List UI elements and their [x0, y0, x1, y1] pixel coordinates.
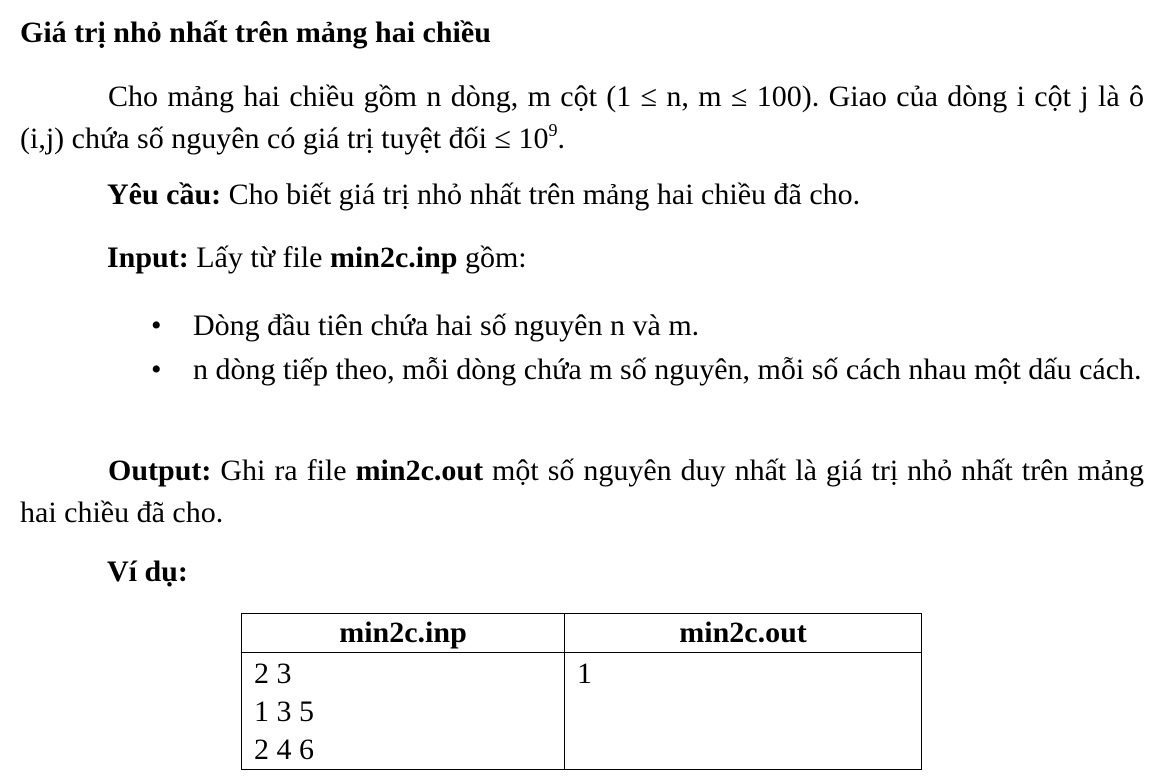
list-item: • n dòng tiếp theo, mỗi dòng chứa m số nguyên, mỗi số cách nhau một dấu cách. [193, 349, 1144, 391]
output-paragraph [20, 450, 1144, 534]
intro-end: . [557, 122, 565, 155]
output-label: Output: [108, 454, 212, 487]
intro-text: Cho mảng hai chiều gồm n dòng, m cột (1 ≤ n, m ≤ 100). Giao của dòng i cột j là ô (i,j) chứa số nguyên có giá trị tuyệt đối ≤ 10 [20, 80, 1144, 155]
requirement-label: Yêu cầu: [107, 178, 222, 211]
table-header-row [242, 614, 922, 653]
input-text-before: Lấy từ file [188, 241, 330, 274]
problem-title: Giá trị nhỏ nhất trên mảng hai chiều [20, 16, 491, 49]
example-table [241, 613, 922, 770]
requirement-line [107, 180, 860, 210]
list-item: • Dòng đầu tiên chứa hai số nguyên n và m. [193, 305, 1144, 347]
output-line-1: 1 [577, 657, 592, 690]
table-cell-input [242, 653, 565, 770]
input-filename: min2c.inp [329, 241, 458, 274]
output-text-after: một số nguyên duy nhất là giá trị nhỏ nhất trên mảng hai chiều đã cho. [20, 454, 1145, 529]
example-label: Ví dụ: [107, 555, 188, 588]
input-line-1: 2 3 [254, 657, 292, 690]
input-line [107, 243, 527, 273]
table-cell-output [565, 653, 922, 770]
output-filename: min2c.out [355, 454, 484, 487]
input-line-3: 2 4 6 [254, 733, 314, 766]
output-text-before: Ghi ra file [211, 454, 356, 487]
input-text-after: gồm: [457, 241, 527, 274]
input-line-2: 1 3 5 [254, 695, 314, 728]
intro-paragraph [20, 76, 1144, 160]
input-format-list [193, 305, 1144, 393]
intro-exponent: 9 [548, 120, 558, 140]
table-header-output: min2c.out [565, 614, 922, 653]
table-row [242, 653, 922, 770]
input-label: Input: [107, 241, 189, 274]
requirement-text: Cho biết giá trị nhỏ nhất trên mảng hai chiều đã cho. [221, 178, 861, 211]
example-heading [107, 557, 188, 587]
table-header-input: min2c.inp [242, 614, 565, 653]
